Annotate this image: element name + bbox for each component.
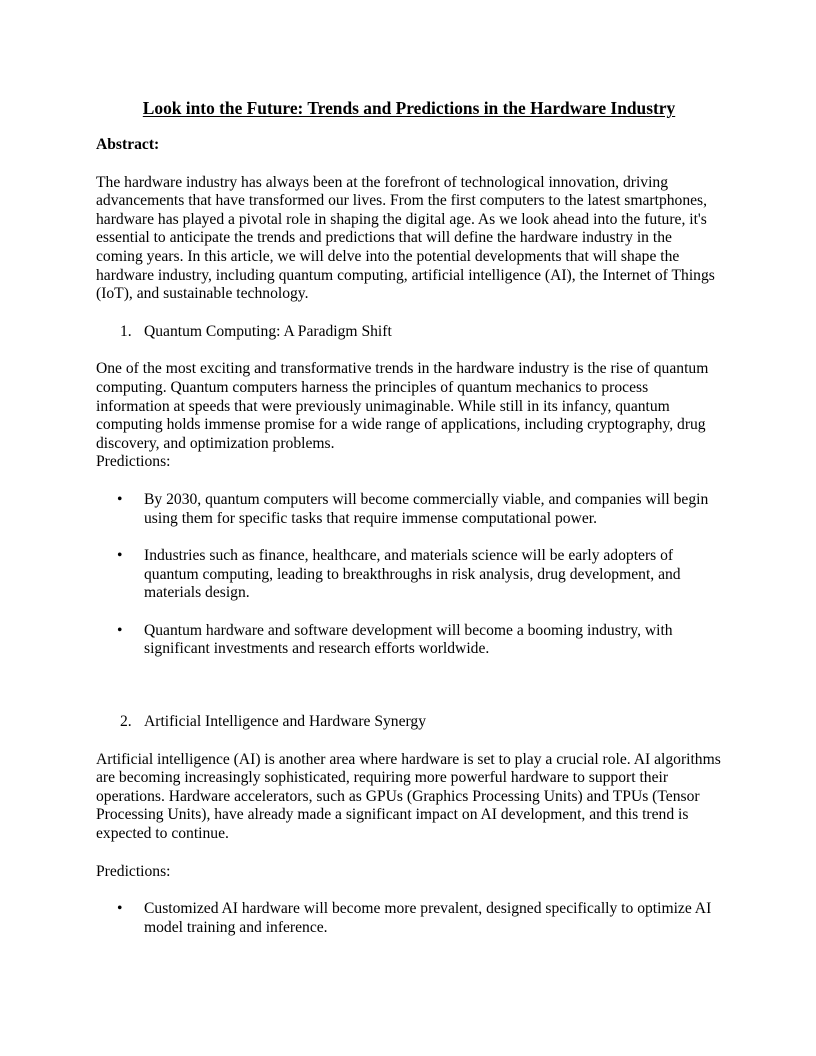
list-item-text: Industries such as finance, healthcare, and materials science will be early adopters of quantum computing, leading to breakthroughs in risk analysis, drug development, and materials design.: [144, 547, 681, 602]
section-body-ai: Artificial intelligence (AI) is another area where hardware is set to play a crucial role. AI algorithms are becoming increasingly sophisticated, requiring more powerful hardware to support their operations. Hardware accelerators, such as GPUs (Graphics Processing Units) and TPUs (Tensor Processing Units), have already made a significant impact on AI development, and this trend is expected to continue.: [96, 750, 721, 843]
predictions-label-ai: Predictions:: [96, 862, 171, 880]
list-item: [96, 547, 722, 603]
predictions-label-quantum: Predictions:: [96, 453, 171, 471]
section-body-quantum: One of the most exciting and transformative trends in the hardware industry is the rise of quantum computing. Quantum computers harness the principles of quantum mechanics to process information at speeds that were previously unimaginable. While still in its infancy, quantum computing holds immense promise for a wide range of applications, including cryptography, drug discovery, and optimization problems.: [96, 360, 709, 452]
abstract-text: The hardware industry has always been at the forefront of technological innovation, driving advancements that have transformed our lives. From the first computers to the latest smartphones, hardware has played a pivotal role in shaping the digital age. As we look ahead into the future, it's essential to anticipate the trends and predictions that will define the hardware industry in the coming years. In this article, we will delve into the potential developments that will shape the hardware industry, including quantum computing, artificial intelligence (AI), the Internet of Things (IoT), and sustainable technology.: [96, 173, 715, 303]
bullet-icon: •: [117, 621, 123, 639]
section-heading-quantum: [96, 323, 722, 342]
section-heading-ai: [96, 713, 722, 732]
list-item-text: By 2030, quantum computers will become commercially viable, and companies will begin using them for specific tasks that require immense computational power.: [144, 490, 709, 527]
section-number: 2.: [120, 713, 132, 731]
predictions-list-quantum: [96, 491, 722, 659]
list-item: [96, 900, 722, 937]
list-item: [96, 491, 722, 528]
section-heading-text: Quantum Computing: A Paradigm Shift: [144, 322, 392, 340]
section-number: 1.: [120, 322, 132, 340]
document-content: [96, 97, 722, 937]
list-item-text: Quantum hardware and software development will become a booming industry, with significant investments and research efforts worldwide.: [144, 621, 673, 658]
bullet-icon: •: [117, 547, 123, 565]
abstract-label: Abstract:: [96, 136, 160, 153]
document-title: Look into the Future: Trends and Predictions in the Hardware Industry: [142, 98, 676, 118]
bullet-icon: •: [117, 490, 123, 508]
bullet-icon: •: [117, 900, 123, 918]
list-item-text: Customized AI hardware will become more prevalent, designed specifically to optimize AI model training and inference.: [144, 900, 712, 936]
section-heading-text: Artificial Intelligence and Hardware Synergy: [144, 713, 427, 731]
list-item: [96, 622, 722, 659]
predictions-list-ai: [96, 900, 722, 937]
